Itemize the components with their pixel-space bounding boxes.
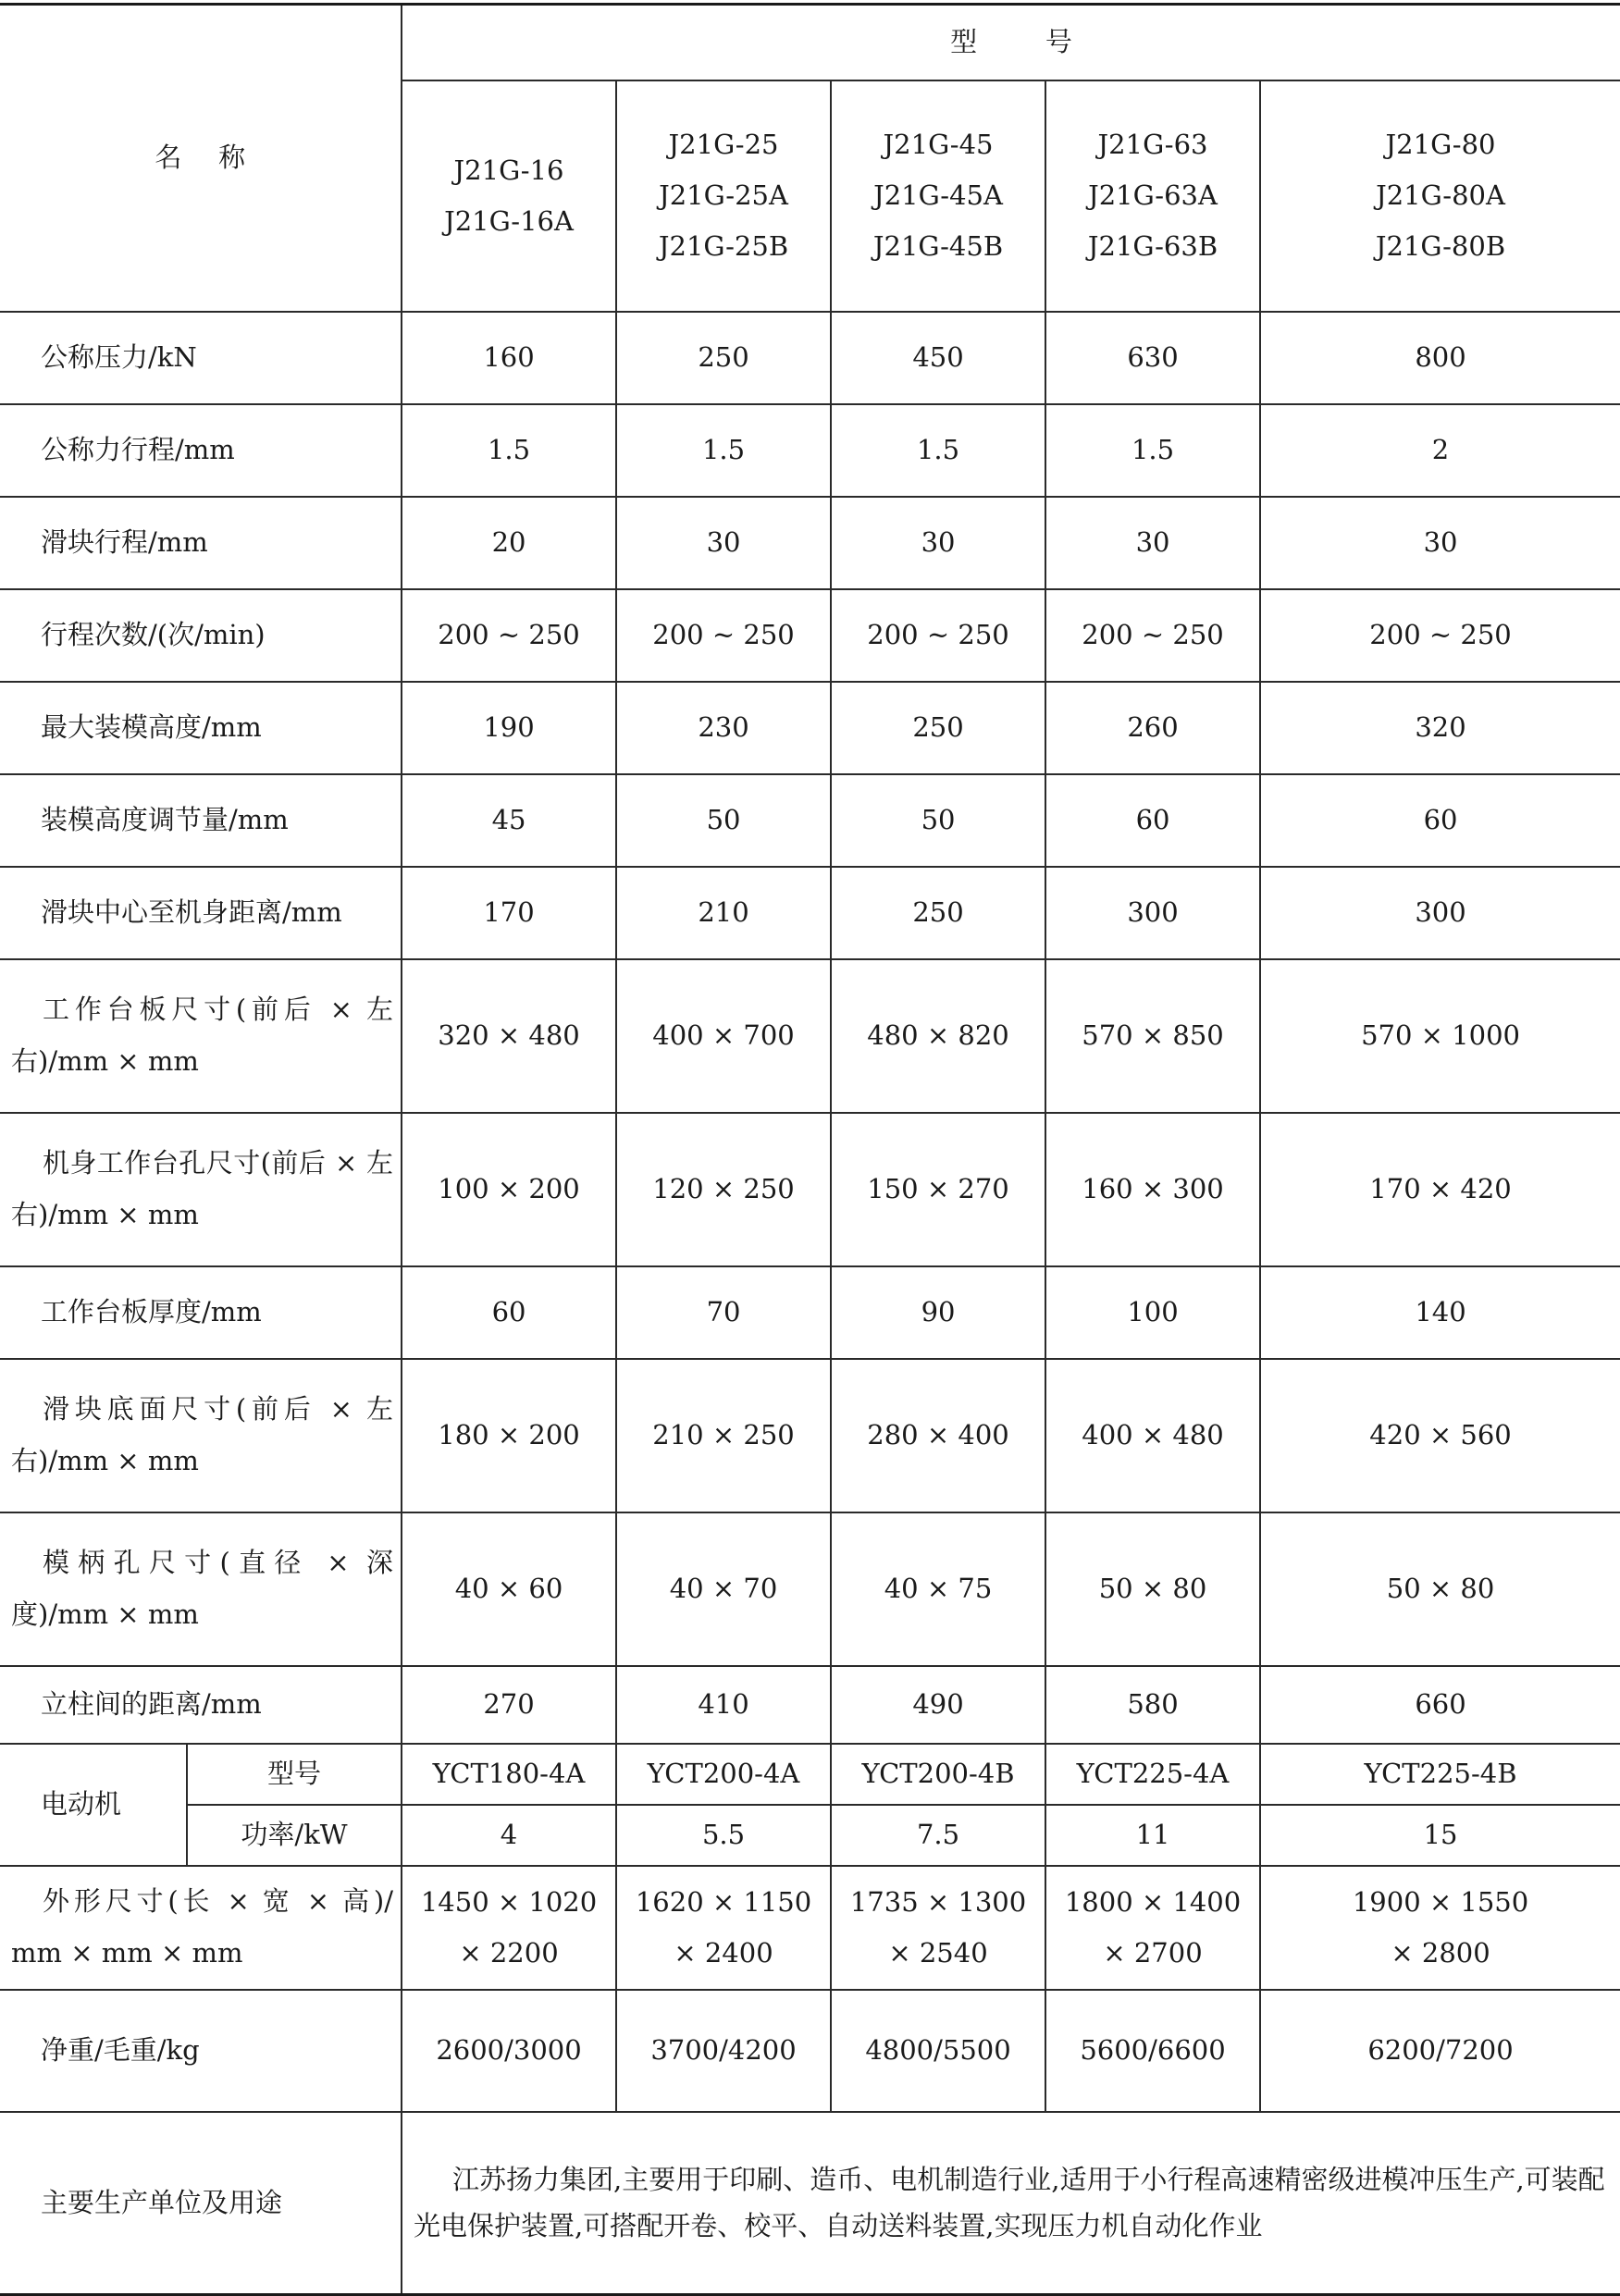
cell-value: 40 × 60 [402,1512,616,1666]
cell-value: YCT225-4A [1045,1744,1260,1805]
cell-value: 1.5 [831,404,1045,497]
cell-value: 400 × 480 [1045,1359,1260,1512]
cell-value: 60 [402,1266,616,1359]
cell-value: 410 [616,1666,831,1744]
row-label: 主要生产单位及用途 [0,2112,402,2295]
cell-value: 420 × 560 [1260,1359,1620,1512]
model-name: J21G-63A [1088,179,1218,211]
motor-power-label: 功率/kW [187,1805,402,1866]
table-row [0,959,1620,1113]
cell-value [831,1866,1045,1990]
model-cell-5 [1260,80,1620,312]
value-line: × 2540 [888,1936,988,1969]
cell-value: 200 ~ 250 [831,589,1045,682]
row-label: 立柱间的距离/mm [0,1666,402,1744]
row-label: 滑块行程/mm [0,497,402,589]
value-line: 1735 × 1300 [849,1885,1027,1918]
producer-note: 江苏扬力集团,主要用于印刷、造币、电机制造行业,适用于小行程高速精密级进模冲压生产,可装配光电保护装置,可搭配开卷、校平、自动送料装置,实现压力机自动化作业 [402,2112,1620,2295]
row-label: 装模高度调节量/mm [0,774,402,867]
row-label: 滑块中心至机身距离/mm [0,867,402,959]
cell-value: 50 [831,774,1045,867]
value-line: 1620 × 1150 [635,1885,812,1918]
model-cell-1 [402,80,616,312]
cell-value: 160 [402,312,616,404]
cell-value: YCT180-4A [402,1744,616,1805]
cell-value: 90 [831,1266,1045,1359]
cell-value [1260,1866,1620,1990]
cell-value: 7.5 [831,1805,1045,1866]
cell-value: 30 [831,497,1045,589]
cell-value: 4800/5500 [831,1990,1045,2112]
row-label: 滑块底面尺寸(前后 × 左右)/mm × mm [0,1359,402,1512]
table-row [0,2112,1620,2295]
model-name: J21G-80B [1375,230,1506,262]
header-type-cell [402,5,1620,80]
row-label: 工作台板厚度/mm [0,1266,402,1359]
cell-value: 140 [1260,1266,1620,1359]
motor-label: 电动机 [0,1744,187,1866]
table-row [0,312,1620,404]
cell-value: 160 × 300 [1045,1113,1260,1266]
cell-value: 120 × 250 [616,1113,831,1266]
cell-value: 200 ~ 250 [616,589,831,682]
cell-value: 11 [1045,1805,1260,1866]
model-name: J21G-45A [873,179,1003,211]
cell-value: 630 [1045,312,1260,404]
table-row [0,1512,1620,1666]
table-row [0,682,1620,774]
table-row [0,497,1620,589]
cell-value: 50 [616,774,831,867]
cell-value: 480 × 820 [831,959,1045,1113]
cell-value: 15 [1260,1805,1620,1866]
value-line: × 2400 [674,1936,773,1969]
cell-value: 2 [1260,404,1620,497]
cell-value: 100 × 200 [402,1113,616,1266]
cell-value: 250 [831,682,1045,774]
model-cell-4 [1045,80,1260,312]
cell-value: 100 [1045,1266,1260,1359]
cell-value: 250 [616,312,831,404]
cell-value: 170 [402,867,616,959]
row-label: 公称压力/kN [0,312,402,404]
cell-value: 280 × 400 [831,1359,1045,1512]
cell-value: 210 × 250 [616,1359,831,1512]
value-line: 1450 × 1020 [420,1885,598,1918]
header-name-label: 名 称 [155,142,246,174]
row-label: 最大装模高度/mm [0,682,402,774]
model-name: J21G-63B [1087,230,1218,262]
cell-value: 200 ~ 250 [1045,589,1260,682]
cell-value: 1.5 [616,404,831,497]
model-cell-3 [831,80,1045,312]
table-row [0,774,1620,867]
cell-value: 800 [1260,312,1620,404]
cell-value: 190 [402,682,616,774]
model-name: J21G-25A [659,179,788,211]
table-row [0,589,1620,682]
value-line: × 2700 [1103,1936,1203,1969]
cell-value: 300 [1260,867,1620,959]
model-name: J21G-16A [444,204,574,237]
model-name: J21G-80 [1385,129,1496,160]
cell-value: 490 [831,1666,1045,1744]
model-name: J21G-80A [1376,179,1505,211]
table-row [0,1866,1620,1990]
press-spec-table [0,3,1620,2296]
cell-value: 30 [616,497,831,589]
table-row [0,1744,1620,1805]
table-row [0,1113,1620,1266]
table-row [0,867,1620,959]
table-row [0,1359,1620,1512]
model-cell-2 [616,80,831,312]
value-line: × 2200 [459,1936,559,1969]
model-name: J21G-16 [453,154,564,186]
cell-value: 450 [831,312,1045,404]
cell-value: 2600/3000 [402,1990,616,2112]
cell-value: 4 [402,1805,616,1866]
cell-value: 3700/4200 [616,1990,831,2112]
cell-value: 270 [402,1666,616,1744]
table-row [0,1666,1620,1744]
cell-value: 1.5 [1045,404,1260,497]
row-label: 外形尺寸(长 × 宽 × 高)/ mm × mm × mm [0,1866,402,1990]
cell-value: 150 × 270 [831,1113,1045,1266]
cell-value [402,1866,616,1990]
cell-value: YCT225-4B [1260,1744,1620,1805]
cell-value: 5.5 [616,1805,831,1866]
cell-value: 60 [1045,774,1260,867]
table-row [0,1990,1620,2112]
value-line: 1800 × 1400 [1064,1885,1242,1918]
cell-value: 250 [831,867,1045,959]
cell-value: 180 × 200 [402,1359,616,1512]
cell-value: 60 [1260,774,1620,867]
table-row [0,404,1620,497]
motor-type-label: 型号 [187,1744,402,1805]
cell-value: 40 × 70 [616,1512,831,1666]
cell-value: 320 [1260,682,1620,774]
header-type-label: 型 号 [950,26,1072,58]
cell-value: 570 × 1000 [1260,959,1620,1113]
cell-value: 50 × 80 [1045,1512,1260,1666]
cell-value: 50 × 80 [1260,1512,1620,1666]
table-row [0,1805,1620,1866]
cell-value: 200 ~ 250 [402,589,616,682]
cell-value: 320 × 480 [402,959,616,1113]
table-row [0,1266,1620,1359]
cell-value: 210 [616,867,831,959]
cell-value: 400 × 700 [616,959,831,1113]
cell-value: YCT200-4B [831,1744,1045,1805]
row-label: 行程次数/(次/min) [0,589,402,682]
row-label: 净重/毛重/kg [0,1990,402,2112]
cell-value: 1.5 [402,404,616,497]
model-name: J21G-45B [872,230,1004,262]
value-line: × 2800 [1391,1936,1490,1969]
row-label: 工作台板尺寸(前后 × 左右)/mm × mm [0,959,402,1113]
row-label: 机身工作台孔尺寸(前后 × 左右)/mm × mm [0,1113,402,1266]
cell-value: 70 [616,1266,831,1359]
cell-value: 30 [1260,497,1620,589]
cell-value: 260 [1045,682,1260,774]
cell-value: 45 [402,774,616,867]
row-label: 公称力行程/mm [0,404,402,497]
cell-value: 580 [1045,1666,1260,1744]
model-name: J21G-25 [668,129,779,160]
cell-value: 170 × 420 [1260,1113,1620,1266]
value-line: 1900 × 1550 [1352,1885,1529,1918]
cell-value: 20 [402,497,616,589]
cell-value: 200 ~ 250 [1260,589,1620,682]
cell-value: 6200/7200 [1260,1990,1620,2112]
cell-value: YCT200-4A [616,1744,831,1805]
model-name: J21G-25B [658,230,789,262]
cell-value [616,1866,831,1990]
model-name: J21G-45 [883,129,994,160]
cell-value: 40 × 75 [831,1512,1045,1666]
cell-value: 5600/6600 [1045,1990,1260,2112]
header-name-cell [0,5,402,312]
cell-value: 660 [1260,1666,1620,1744]
cell-value: 230 [616,682,831,774]
cell-value: 30 [1045,497,1260,589]
cell-value: 300 [1045,867,1260,959]
row-label: 模柄孔尺寸(直径 × 深度)/mm × mm [0,1512,402,1666]
model-name: J21G-63 [1097,129,1208,160]
cell-value: 570 × 850 [1045,959,1260,1113]
cell-value [1045,1866,1260,1990]
